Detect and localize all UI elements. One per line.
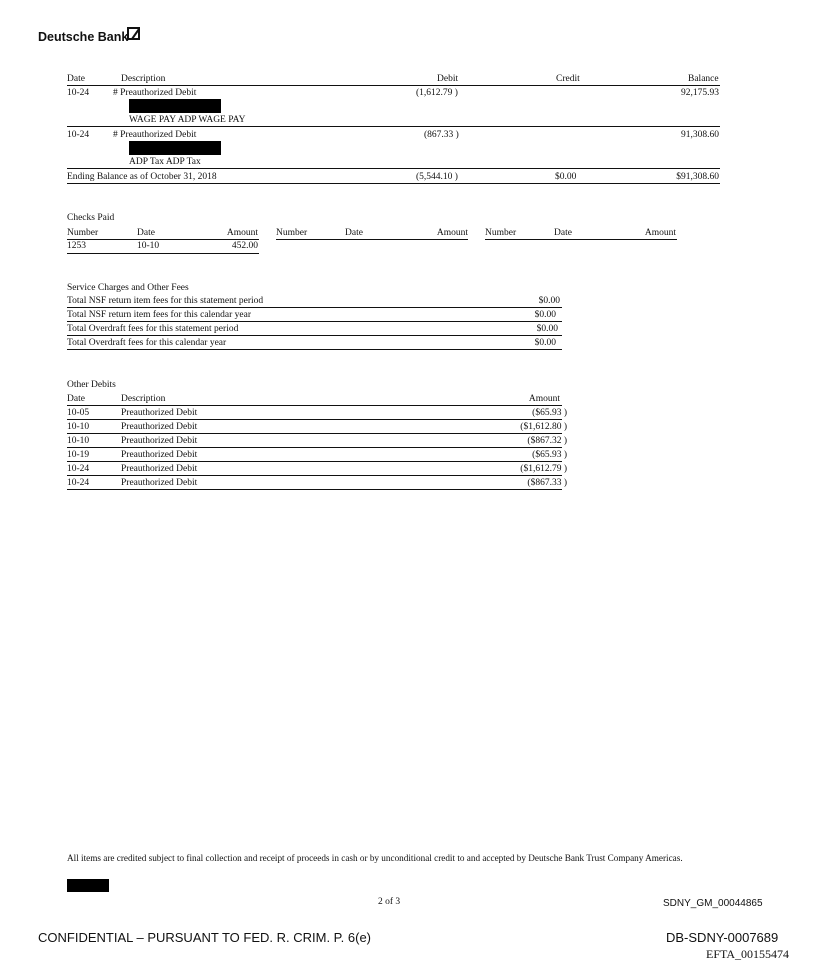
debit-date: 10-05 bbox=[67, 408, 90, 418]
checks-header-date: Date bbox=[554, 228, 572, 238]
debit-amount: ($1,612.79 ) bbox=[520, 464, 567, 474]
debit-row-rule bbox=[67, 433, 562, 434]
txn-balance: 91,308.60 bbox=[681, 130, 719, 140]
debit-description: Preauthorized Debit bbox=[121, 422, 198, 432]
debit-amount: ($867.33 ) bbox=[527, 478, 567, 488]
debit-description: Preauthorized Debit bbox=[121, 464, 198, 474]
txn-debit: (867.33 ) bbox=[424, 130, 459, 140]
debit-date: 10-10 bbox=[67, 422, 90, 432]
check-amount: 452.00 bbox=[231, 241, 258, 251]
debit-row-rule bbox=[67, 447, 562, 448]
debit-amount: ($65.93 ) bbox=[532, 408, 567, 418]
debit-amount: ($1,612.80 ) bbox=[520, 422, 567, 432]
checks-header-number: Number bbox=[485, 228, 517, 238]
txn-date: 10-24 bbox=[67, 130, 90, 140]
col-header-debit: Debit bbox=[437, 74, 459, 84]
txn-description: # Preauthorized Debit bbox=[113, 130, 197, 140]
col-header-date: Date bbox=[67, 74, 85, 84]
checks-header-number: Number bbox=[276, 228, 308, 238]
redaction-block bbox=[129, 99, 221, 113]
bates-number-db-sdny: DB-SDNY-0007689 bbox=[666, 930, 779, 945]
check-row-rule bbox=[67, 253, 259, 254]
bates-number-efta: EFTA_00155474 bbox=[706, 947, 790, 961]
col-header-description: Description bbox=[121, 74, 166, 84]
debit-description: Preauthorized Debit bbox=[121, 478, 198, 488]
debits-header-amount: Amount bbox=[528, 394, 560, 404]
disclaimer-text: All items are credited subject to final collection and receipt of proceeds in cash or by unconditional credit to and accepted by Deutsche Bank Trust Company Americas. bbox=[67, 853, 683, 863]
debit-date: 10-24 bbox=[67, 464, 90, 474]
bank-name: Deutsche Bank bbox=[38, 30, 129, 44]
deutsche-bank-logo-icon bbox=[127, 27, 140, 40]
checks-header-amount: Amount bbox=[226, 228, 258, 238]
txn-date: 10-24 bbox=[67, 88, 90, 98]
checks-header-number: Number bbox=[67, 228, 99, 238]
txn-detail: WAGE PAY ADP WAGE PAY bbox=[129, 115, 246, 125]
fee-amount: $0.00 bbox=[534, 338, 556, 348]
checks-header-amount: Amount bbox=[644, 228, 676, 238]
ending-balance-label: Ending Balance as of October 31, 2018 bbox=[67, 172, 217, 182]
txn-description: # Preauthorized Debit bbox=[113, 88, 197, 98]
confidential-notice: CONFIDENTIAL – PURSUANT TO FED. R. CRIM. P. 6(e) bbox=[38, 930, 372, 945]
checks-header-rule bbox=[485, 239, 677, 240]
debits-header-rule bbox=[67, 405, 562, 406]
ending-rule bbox=[67, 183, 720, 184]
fee-row-rule bbox=[67, 307, 562, 308]
debit-date: 10-19 bbox=[67, 450, 90, 460]
fee-amount: $0.00 bbox=[534, 310, 556, 320]
debits-header-date: Date bbox=[67, 394, 85, 404]
checks-header-rule bbox=[67, 239, 259, 240]
debit-row-rule bbox=[67, 489, 562, 490]
checks-header-amount: Amount bbox=[436, 228, 468, 238]
debit-description: Preauthorized Debit bbox=[121, 408, 198, 418]
ending-credit: $0.00 bbox=[555, 172, 577, 182]
debit-row-rule bbox=[67, 419, 562, 420]
service-charges-title: Service Charges and Other Fees bbox=[67, 283, 189, 293]
checks-header-date: Date bbox=[345, 228, 363, 238]
debit-description: Preauthorized Debit bbox=[121, 436, 198, 446]
page-number: 2 of 3 bbox=[378, 897, 401, 907]
col-header-balance: Balance bbox=[688, 74, 719, 84]
debit-row-rule bbox=[67, 461, 562, 462]
fee-label: Total Overdraft fees for this statement period bbox=[67, 324, 239, 334]
row-rule bbox=[67, 126, 720, 127]
bates-number-sdny-gm: SDNY_GM_00044865 bbox=[663, 898, 763, 909]
fee-amount: $0.00 bbox=[536, 324, 558, 334]
row-rule bbox=[67, 168, 720, 169]
fee-label: Total Overdraft fees for this calendar year bbox=[67, 338, 227, 348]
debit-description: Preauthorized Debit bbox=[121, 450, 198, 460]
redaction-block bbox=[67, 879, 109, 892]
other-debits-title: Other Debits bbox=[67, 380, 116, 390]
debit-amount: ($65.93 ) bbox=[532, 450, 567, 460]
fee-row-rule bbox=[67, 335, 562, 336]
debit-date: 10-24 bbox=[67, 478, 90, 488]
fee-row-rule bbox=[67, 349, 562, 350]
debit-amount: ($867.32 ) bbox=[527, 436, 567, 446]
fee-amount: $0.00 bbox=[538, 296, 560, 306]
debits-header-description: Description bbox=[121, 394, 166, 404]
debit-row-rule bbox=[67, 475, 562, 476]
check-date: 10-10 bbox=[137, 241, 160, 251]
txn-balance: 92,175.93 bbox=[681, 88, 719, 98]
ending-debit: (5,544.10 ) bbox=[416, 172, 458, 182]
check-number: 1253 bbox=[67, 241, 86, 251]
fee-row-rule bbox=[67, 321, 562, 322]
txn-detail: ADP Tax ADP Tax bbox=[129, 157, 201, 167]
fee-label: Total NSF return item fees for this calendar year bbox=[67, 310, 251, 320]
col-header-credit: Credit bbox=[556, 74, 580, 84]
checks-paid-title: Checks Paid bbox=[67, 213, 115, 223]
ending-balance: $91,308.60 bbox=[676, 172, 719, 182]
header-rule bbox=[67, 85, 720, 86]
redaction-block bbox=[129, 141, 221, 155]
checks-header-rule bbox=[276, 239, 468, 240]
debit-date: 10-10 bbox=[67, 436, 90, 446]
fee-label: Total NSF return item fees for this statement period bbox=[67, 296, 264, 306]
txn-debit: (1,612.79 ) bbox=[416, 88, 458, 98]
checks-header-date: Date bbox=[137, 228, 155, 238]
